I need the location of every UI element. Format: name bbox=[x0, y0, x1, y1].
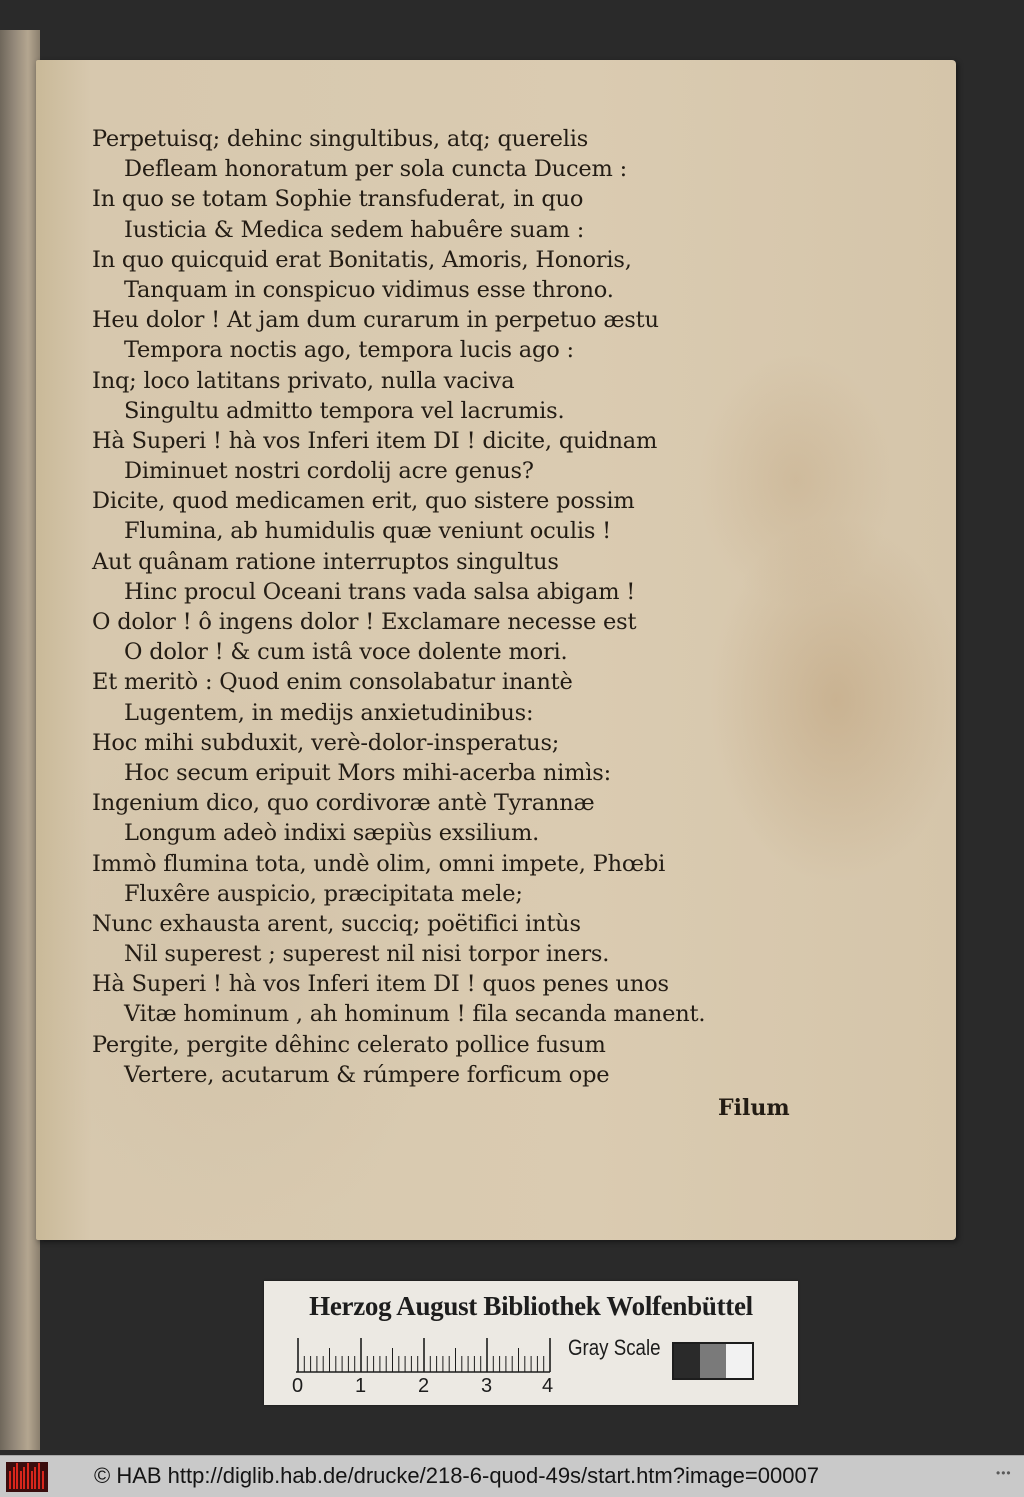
verse-line: Dicite, quod medicamen erit, quo sistere possim bbox=[92, 488, 635, 515]
verse-line: Hinc procul Oceani trans vada salsa abigam ! bbox=[124, 578, 636, 605]
copyright-link[interactable]: © HAB http://diglib.hab.de/drucke/218-6-quod-49s/start.htm?image=00007 bbox=[94, 1463, 819, 1488]
hab-logo-icon[interactable] bbox=[6, 1462, 48, 1492]
verse-line: Fluxêre auspicio, præcipitata mele; bbox=[124, 880, 523, 907]
verse-line: Hoc mihi subduxit, verè-dolor-insperatus; bbox=[92, 729, 560, 756]
verse-line: Lugentem, in medijs anxietudinibus: bbox=[124, 699, 534, 726]
scale-number: 3 bbox=[481, 1375, 493, 1397]
catchword: Filum bbox=[718, 1095, 790, 1121]
verse-line: Aut quânam ratione interruptos singultus bbox=[92, 548, 559, 575]
scale-number: 4 bbox=[542, 1375, 554, 1397]
scanned-page bbox=[36, 60, 956, 1240]
verse-line: Pergite, pergite dêhinc celerato pollice fusum bbox=[92, 1031, 606, 1058]
more-icon[interactable]: ••• bbox=[996, 1466, 1012, 1480]
scale-number: 2 bbox=[418, 1375, 430, 1397]
footer-bar bbox=[0, 1455, 1024, 1497]
verse-line: Et meritò : Quod enim consolabatur inantè bbox=[92, 669, 573, 696]
gray-scale-swatch bbox=[672, 1342, 754, 1380]
verse-line: Nil superest ; superest nil nisi torpor iners. bbox=[124, 941, 610, 968]
swatch-light bbox=[726, 1344, 752, 1378]
scale-number: 1 bbox=[355, 1375, 367, 1397]
book-edge bbox=[0, 30, 40, 1450]
library-color-card bbox=[264, 1281, 798, 1405]
verse-line: O dolor ! & cum istâ voce dolente mori. bbox=[124, 639, 568, 666]
verse-line: Hà Superi ! hà vos Inferi item DI ! quos penes unos bbox=[92, 971, 669, 998]
verse-line: In quo quicquid erat Bonitatis, Amoris, Honoris, bbox=[92, 246, 632, 273]
verse-line: Defleam honoratum per sola cuncta Ducem : bbox=[124, 156, 627, 183]
verse-line: Nunc exhausta arent, succiq; poëtifici intùs bbox=[92, 910, 581, 937]
swatch-dark bbox=[674, 1344, 700, 1378]
verse-line: Inq; loco latitans privato, nulla vaciva bbox=[92, 367, 515, 394]
verse-line: Ingenium dico, quo cordivoræ antè Tyrannæ bbox=[92, 790, 595, 817]
poem-text bbox=[92, 124, 792, 1090]
verse-line: Flumina, ab humidulis quæ veniunt oculis ! bbox=[124, 518, 611, 545]
verse-line: Immò flumina tota, undè olim, omni impete, Phœbi bbox=[92, 850, 666, 877]
verse-line: Tempora noctis ago, tempora lucis ago : bbox=[124, 337, 574, 364]
verse-line: O dolor ! ô ingens dolor ! Exclamare necesse est bbox=[92, 609, 637, 635]
gray-scale-label: Gray Scale bbox=[568, 1335, 661, 1360]
verse-line: Iusticia & Medica sedem habuêre suam : bbox=[124, 216, 585, 243]
verse-line: Diminuet nostri cordolij acre genus? bbox=[124, 458, 534, 485]
verse-line: In quo se totam Sophie transfuderat, in quo bbox=[92, 186, 584, 213]
library-name: Herzog August Bibliothek Wolfenbüttel bbox=[309, 1291, 753, 1321]
verse-line: Perpetuisq; dehinc singultibus, atq; querelis bbox=[92, 126, 589, 152]
swatch-mid bbox=[700, 1344, 726, 1378]
verse-line: Longum adeò indixi sæpiùs exsilium. bbox=[124, 820, 540, 847]
verse-line: Vertere, acutarum & rúmpere forficum ope bbox=[124, 1061, 610, 1088]
verse-line: Singultu admitto tempora vel lacrumis. bbox=[124, 397, 565, 424]
verse-line: Heu dolor ! At jam dum curarum in perpetuo æstu bbox=[92, 307, 659, 334]
verse-line: Hà Superi ! hà vos Inferi item DI ! dicite, quidnam bbox=[92, 427, 658, 454]
verse-line: Hoc secum eripuit Mors mihi-acerba nimìs: bbox=[124, 759, 611, 786]
verse-line: Tanquam in conspicuo vidimus esse throno. bbox=[124, 276, 614, 303]
verse-line: Vitæ hominum , ah hominum ! fila secanda manent. bbox=[124, 1001, 706, 1028]
measure-ruler bbox=[296, 1337, 552, 1373]
scale-number: 0 bbox=[292, 1375, 304, 1397]
